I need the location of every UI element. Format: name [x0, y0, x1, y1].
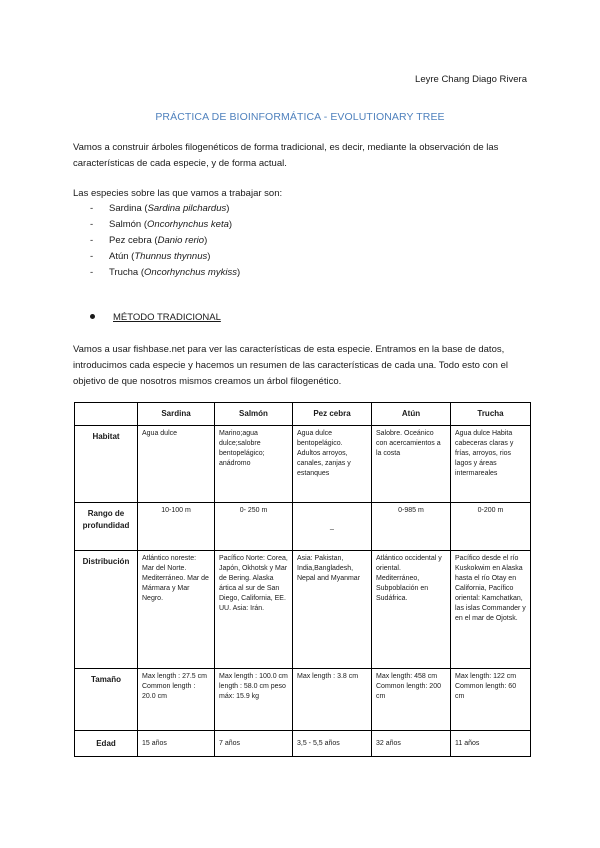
- bullet-icon: [90, 314, 95, 319]
- row-header: Tamaño: [75, 669, 138, 731]
- method-paragraph: Vamos a usar fishbase.net para ver las características de esta especie. Entramos en la base de datos, introducimos cada especie y hacemos un resumen de las características de cada una. Todo esto con el objetivo de que nosotros mismos creamos un árbol filogenético.: [73, 344, 508, 387]
- table-header-row: [75, 403, 531, 426]
- table-cell: 0- 250 m: [215, 503, 293, 551]
- table-cell: 0-200 m: [451, 503, 531, 551]
- table-cell: 3,5 - 5,5 años: [293, 731, 372, 757]
- table-cell: Pacífico Norte: Corea, Japón, Okhotsk y Mar de Bering. Alaska ártica al sur de San Diego, California, EE. UU. Asia: Irán.: [215, 551, 293, 669]
- species-list: [90, 201, 240, 281]
- author-name: Leyre Chang Diago Rivera: [415, 74, 527, 85]
- table-cell: 15 años: [138, 731, 215, 757]
- table-cell: Max length : 3.8 cm: [293, 669, 372, 731]
- table-row: [75, 731, 531, 757]
- table-cell: Atlántico occidental y oriental. Mediterráneo, Subpoblación en Sudáfrica.: [372, 551, 451, 669]
- document-title: PRÁCTICA DE BIOINFORMÁTICA - EVOLUTIONARY TREE: [155, 111, 445, 123]
- table-cell: Marino;agua dulce;salobre bentopelágico; anádromo: [215, 426, 293, 503]
- table-cell: 7 años: [215, 731, 293, 757]
- column-header: Sardina: [138, 403, 215, 426]
- table-row: [75, 426, 531, 503]
- table-row: [75, 669, 531, 731]
- table-cell: Agua dulce: [138, 426, 215, 503]
- table-cell: 11 años: [451, 731, 531, 757]
- table-cell: Asia: Pakistan, India,Bangladesh, Nepal and Myanmar: [293, 551, 372, 669]
- list-item: - Sardina (Sardina pilchardus): [90, 203, 230, 214]
- species-intro: Las especies sobre las que vamos a trabajar son:: [73, 188, 283, 199]
- column-header: Trucha: [451, 403, 531, 426]
- intro-paragraph: Vamos a construir árboles filogenéticos de forma tradicional, es decir, mediante la observación de las características de cada especie, y de forma actual.: [73, 142, 499, 169]
- table-cell: 0-985 m: [372, 503, 451, 551]
- table-cell: 10-100 m: [138, 503, 215, 551]
- species-characteristics-table: [74, 402, 531, 757]
- table-cell: Max length : 27.5 cm Common length : 20.0 cm: [138, 669, 215, 731]
- list-item: - Salmón (Oncorhynchus keta): [90, 219, 233, 230]
- row-header: Distribución: [75, 551, 138, 669]
- table-cell: Salobre. Oceánico con acercamientos a la costa: [372, 426, 451, 503]
- list-item: - Pez cebra (Danio rerio): [90, 235, 208, 246]
- row-header: Edad: [75, 731, 138, 757]
- table-cell: _: [293, 503, 372, 551]
- list-item: - Atún (Thunnus thynnus): [90, 251, 211, 262]
- row-header: Rango de profundidad: [75, 503, 138, 551]
- table-row: [75, 551, 531, 669]
- section-heading: MÉTODO TRADICIONAL: [90, 312, 221, 323]
- column-header: Atún: [372, 403, 451, 426]
- table-cell: Agua dulce bentopelágico. Adultos arroyos, canales, zanjas y estanques: [293, 426, 372, 503]
- table-row: [75, 503, 531, 551]
- table-cell: Atlántico noreste: Mar del Norte. Mediterráneo. Mar de Mármara y Mar Negro.: [138, 551, 215, 669]
- table-cell: Max length: 122 cm Common length: 60 cm: [451, 669, 531, 731]
- table-cell: Max length: 458 cm Common length: 200 cm: [372, 669, 451, 731]
- row-header: Habitat: [75, 426, 138, 503]
- list-item: - Trucha (Oncorhynchus mykiss): [90, 267, 241, 278]
- table-cell: Max length : 100.0 cm length : 58.0 cm peso máx: 15.9 kg: [215, 669, 293, 731]
- column-header: Salmón: [215, 403, 293, 426]
- table-cell: 32 años: [372, 731, 451, 757]
- table-cell: Agua dulce Habita cabeceras claras y frías, arroyos, rios lagos y áreas intermareales: [451, 426, 531, 503]
- table-corner-cell: [75, 403, 138, 426]
- column-header: Pez cebra: [293, 403, 372, 426]
- table-cell: Pacífico desde el río Kuskokwim en Alaska hasta el río Otay en California, Pacífico oriental: Kamchatkan, las islas Commander y en el mar de Ojotsk.: [451, 551, 531, 669]
